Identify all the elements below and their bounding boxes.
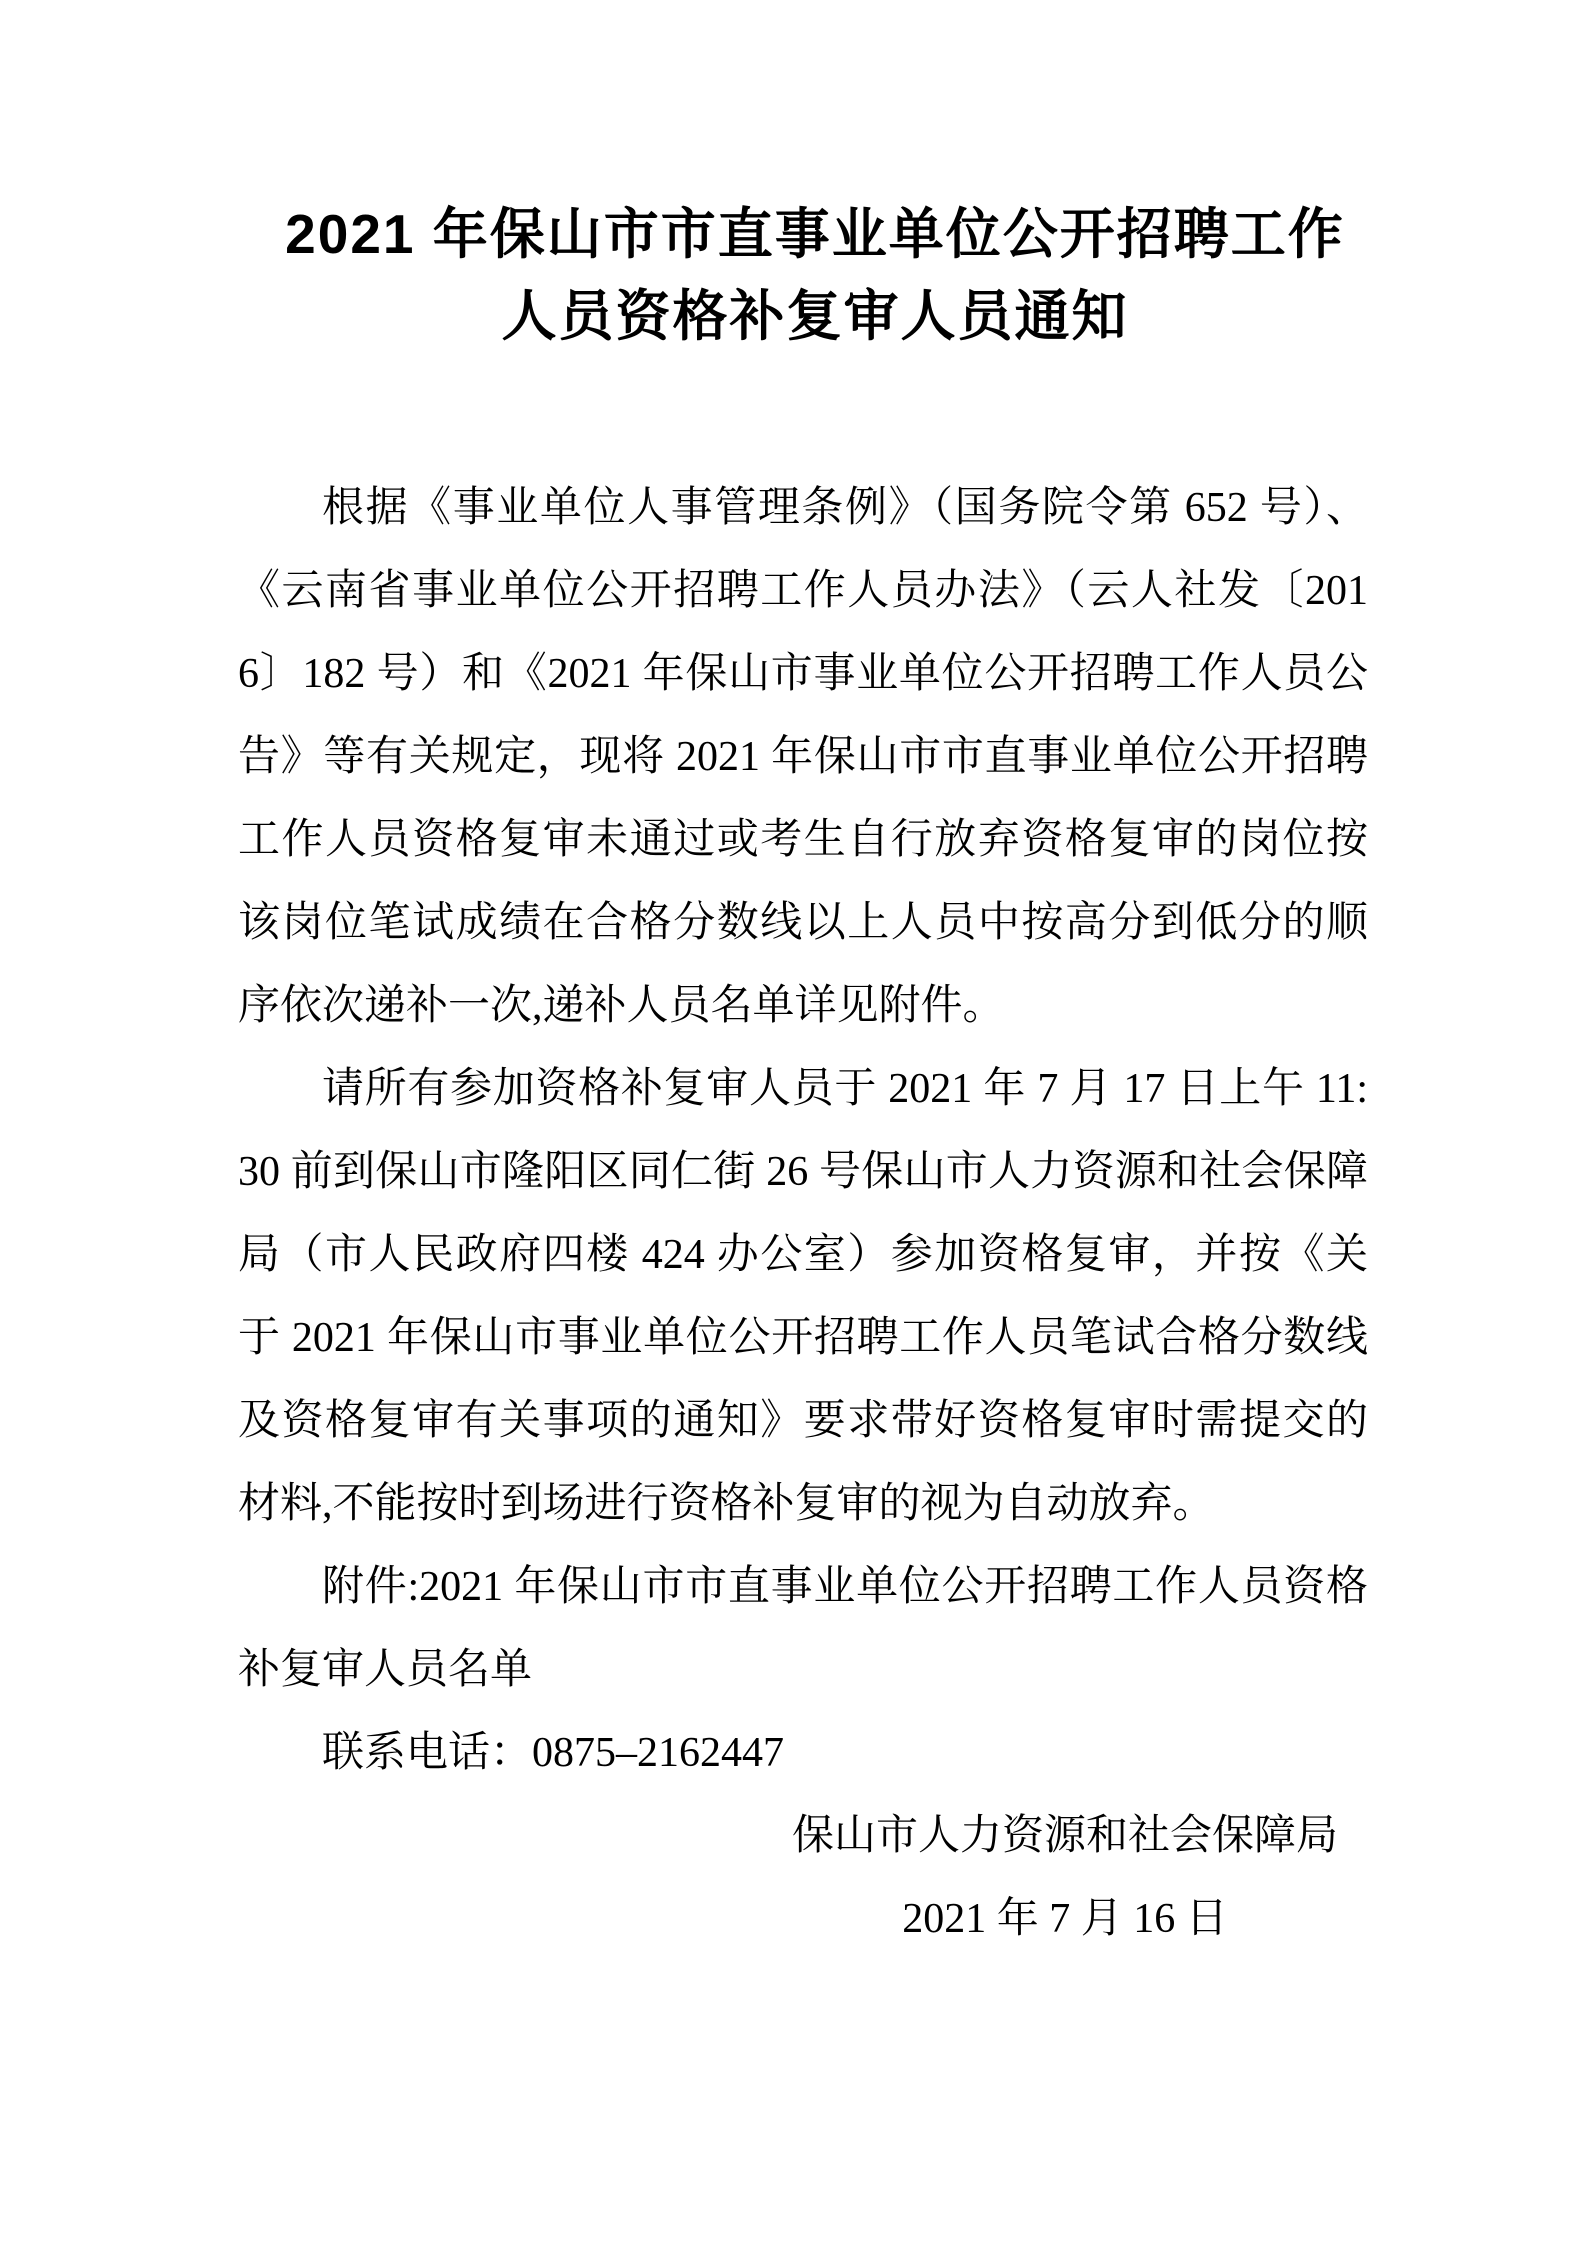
title-line-2: 人员资格补复审人员通知	[501, 285, 1129, 347]
attachment-line: 补复审人员名单	[238, 1647, 533, 1693]
body-line: 及资格复审有关事项的通知》要求带好资格复审时需提交的	[238, 1398, 1368, 1444]
signature-block	[792, 1795, 1338, 1961]
attachment-line: 附件:2021 年保山市市直事业单位公开招聘工作人员资格	[322, 1564, 1368, 1610]
body-line: 序依次递补一次,递补人员名单详见附件。	[238, 983, 1005, 1029]
signature-org: 保山市人力资源和社会保障局	[791, 1813, 1338, 1859]
body-line: 根据《事业单位人事管理条例》（国务院令第 652 号）、	[322, 485, 1368, 531]
body-line: 6〕182 号）和《2021 年保山市事业单位公开招聘工作人员公	[238, 651, 1368, 697]
body-line: 于 2021 年保山市事业单位公开招聘工作人员笔试合格分数线	[238, 1315, 1368, 1361]
title-line-1: 2021 年保山市市直事业单位公开招聘工作	[285, 203, 1345, 265]
body-line: 告》等有关规定，现将 2021 年保山市市直事业单位公开招聘	[238, 734, 1368, 780]
body-line: 材料,不能按时到场进行资格补复审的视为自动放弃。	[238, 1481, 1215, 1527]
body-line: 该岗位笔试成绩在合格分数线以上人员中按高分到低分的顺	[238, 900, 1368, 946]
body-line: 《云南省事业单位公开招聘工作人员办法》（云人社发〔201	[238, 568, 1368, 614]
contact-phone-line: 联系电话：0875–2162447	[322, 1730, 785, 1776]
signature-date: 2021 年 7 月 16 日	[902, 1896, 1228, 1942]
body-line: 局（市人民政府四楼 424 办公室）参加资格复审，并按《关	[238, 1232, 1368, 1278]
body-line: 工作人员资格复审未通过或考生自行放弃资格复审的岗位按	[238, 817, 1368, 863]
document-body	[238, 467, 1368, 1795]
body-line: 30 前到保山市隆阳区同仁街 26 号保山市人力资源和社会保障	[238, 1149, 1368, 1195]
body-line: 请所有参加资格补复审人员于 2021 年 7 月 17 日上午 11:	[322, 1066, 1368, 1112]
document-title	[250, 193, 1380, 357]
